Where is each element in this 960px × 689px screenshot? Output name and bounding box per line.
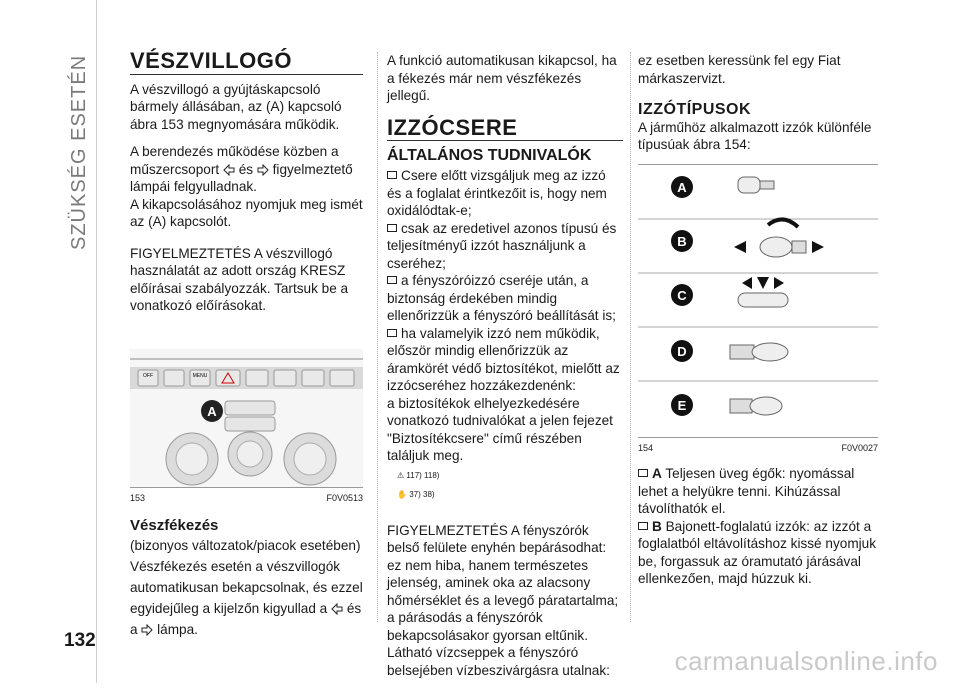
subsection-title: ÁLTALÁNOS TUDNIVALÓK <box>387 147 592 164</box>
bulb-e-icon <box>671 394 782 416</box>
section-title: IZZÓTÍPUSOK <box>638 101 752 118</box>
turn-left-icon <box>331 603 343 615</box>
list-item: csak az eredetivel azonos típusú és teljesítményű izzót használjunk a cseréhez; <box>387 220 617 271</box>
svg-text:A: A <box>677 179 687 195</box>
paragraph: ez esetben keressünk fel egy Fiat márkaszervizt. <box>638 53 841 86</box>
svg-text:E: E <box>677 397 687 413</box>
bulb-d-icon <box>671 340 788 362</box>
reference-warning: ⚠ 117) 118) <box>397 470 440 480</box>
page-number: 132 <box>64 630 96 651</box>
list-item: A Teljesen üveg égők: nyomással lehet a helyükre tenni. Kihúzással távolíthatók el. <box>638 466 855 516</box>
column-3 <box>638 52 878 588</box>
warning-icon: ⚠ <box>397 470 405 480</box>
watermark: carmanualsonline.info <box>674 646 938 676</box>
bulb-types-illustration <box>638 165 878 437</box>
off-button-label: OFF <box>143 372 153 379</box>
turn-left-icon <box>223 164 235 176</box>
paragraph: a biztosítékok elhelyezkedésére vonatkozó tudnivalókat a jelen fejezet "Biztosítékcsere" című részében találjuk meg. <box>387 395 613 463</box>
section-title: VÉSZVILLOGÓ <box>130 52 363 75</box>
column-1 <box>130 48 363 650</box>
paragraph: A kikapcsolásához nyomjuk meg ismét az (A) kapcsolót. <box>130 196 363 229</box>
bulb-a-icon <box>671 176 774 198</box>
bulb-c-icon <box>671 277 788 307</box>
section-side-tab: SZÜKSÉG ESETÉN <box>68 54 90 250</box>
svg-text:D: D <box>677 343 687 359</box>
svg-text:B: B <box>677 233 687 249</box>
callout-label: A <box>207 403 217 419</box>
bulb-b-icon <box>671 219 824 257</box>
figure-caption: 154 F0V0027 <box>638 442 878 453</box>
side-divider <box>96 0 97 683</box>
list-item: B Bajonett-foglalatú izzók: az izzót a foglalatból eltávolításhoz kissé nyomjuk be, forgassuk az óramutató járásával ellenkezően, majd húzzuk ki. <box>638 518 877 586</box>
column-divider <box>630 52 631 622</box>
subsection-title: Vészfékezés <box>130 517 219 534</box>
caution-icon: ✋ <box>397 490 407 499</box>
figure-154 <box>638 164 878 438</box>
paragraph: Vészfékezés esetén a vészvillogók automatikusan bekapcsolnak, és ezzel egyidejűleg a kijelzőn kigyullad a és a lámpa. <box>130 559 363 637</box>
paragraph: A járműhöz alkalmazott izzók különféle típusúak ábra 154: <box>638 119 872 152</box>
list-item: Csere előtt vizsgáljuk meg az izzó és a foglalat érintkezőit is, hogy nem oxidálódtak-e; <box>387 168 607 218</box>
list-item: a fényszóróizzó cseréje után, a biztonság érdekében mindig ellenőrizzük a fényszóró beállítását is; <box>387 273 616 323</box>
paragraph: A funkció automatikusan kikapcsol, ha a fékezés már nem vészfékezés jellegű. <box>387 53 617 103</box>
dashboard-illustration <box>130 349 363 487</box>
reference-caution: ✋ 37) 38) <box>397 490 435 499</box>
turn-right-icon <box>257 164 269 176</box>
figure-caption: 153 F0V0513 <box>130 487 363 508</box>
section-title: IZZÓCSERE <box>387 119 623 142</box>
list-item: ha valamelyik izzó nem működik, először mindig ellenőrizzük az áramkörét védő biztosítékot, mielőtt az izzócseréhez hozzákezdenénk: <box>387 325 620 393</box>
menu-button-label: MENU <box>192 372 208 379</box>
turn-right-icon <box>141 624 153 636</box>
warning-paragraph: FIGYELMEZTETÉS A fényszórók belső felülete enyhén bepárásodhat: ez nem hiba, hanem természetes jelenség, aminek oka az alacsony hőmérséklet és a levegő páratartalma; a párásodás a fényszórók bekapcsolásakor gyorsan eltűnik. Látható vízcseppek a fényszóró belsejében vízbeszivárgásra utalnak: <box>387 522 619 678</box>
warning-paragraph: FIGYELMEZTETÉS A vészvillogó használatát az adott ország KRESZ előírásai szabályozzák. Tartsuk be a vonatkozó előírásokat. <box>130 245 349 313</box>
paragraph: A vészvillogó a gyújtáskapcsoló bármely állásában, az (A) kapcsoló ábra 153 megnyomására működik. <box>130 81 342 132</box>
column-divider <box>377 52 378 622</box>
svg-text:C: C <box>677 287 687 303</box>
paragraph: (bizonyos változatok/piacok esetében) <box>130 537 361 553</box>
paragraph: A berendezés működése közben a műszercsoport és figyelmeztető lámpái felgyulladnak. <box>130 144 353 194</box>
figure-153 <box>130 349 363 487</box>
column-2 <box>387 52 623 689</box>
